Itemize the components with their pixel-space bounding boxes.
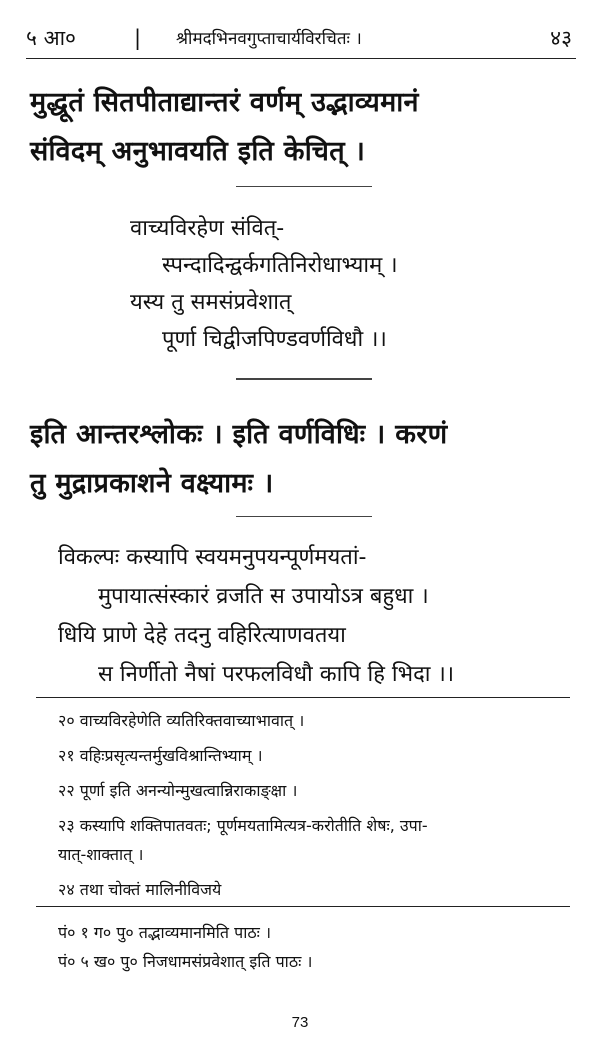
prose-line: मुद्धूतं सितपीताद्यान्तरं वर्णम् उद्भाव्यमानं [30,87,419,118]
verse-line: स्पन्दादिन्द्वर्कगतिनिरोधाभ्याम् । [162,253,398,278]
variant-line: पं० १ ग० पु० तद्भाव्यमानमिति पाठः । [58,923,272,942]
section-divider [236,378,372,380]
running-header [26,24,576,54]
verse-block-2 [58,538,454,694]
verse-line: मुपायात्संस्कारं व्रजति स उपायोऽत्र बहुधा । [98,584,429,609]
variants-rule [36,906,570,907]
chapter-marker: ५ आ० [26,26,76,50]
verse-line: विकल्पः कस्यापि स्वयमनुपयन्पूर्णमयतां- [58,545,367,570]
verse-block-1 [130,210,398,358]
header-separator: | [134,26,142,50]
section-divider [236,186,372,187]
verse-line: यस्य तु समसंप्रवेशात् [130,290,292,315]
prose-paragraph-2 [30,410,575,508]
prose-line: संविदम् अनुभावयति इति केचित् । [30,136,366,167]
prose-line: इति आन्तरश्लोकः । इति वर्णविधिः । करणं [30,419,448,450]
header-rule [26,58,576,59]
variant-readings [58,918,558,976]
header-page-number: ४३ [550,26,572,50]
page-number: 73 [291,1014,309,1031]
verse-line: स निर्णीतो नैषां परफलविधौ कापि हि भिदा ।। [98,662,455,687]
footnotes [58,706,558,910]
footnote-line: २४ तथा चोक्तं मालिनीविजये [58,880,222,899]
verse-line: वाच्यविरहेण संवित्- [130,216,285,241]
section-divider [236,516,372,517]
prose-paragraph-1 [30,78,575,176]
verse-line: धियि प्राणे देहे तदनु वहिरित्याणवतया [58,623,346,648]
verse-line: पूर्णा चिद्वीजपिण्डवर्णविधौ ।। [162,327,387,352]
footnote-item [58,875,558,904]
footnote-line: यात्-शाक्तात् । [58,845,144,864]
prose-line: तु मुद्राप्रकाशने वक्ष्यामः । [30,468,274,499]
variant-line: पं० ५ ख० पु० निजधामसंप्रवेशात् इति पाठः । [58,952,313,971]
footnote-item [58,776,558,805]
footnote-item [58,706,558,735]
footnote-line: २० वाच्यविरहेणेति व्यतिरिक्तवाच्याभावात् । [58,711,305,730]
footnote-item [58,741,558,770]
footnote-line: २३ कस्यापि शक्तिपातवतः; पूर्णमयतामित्यत्र-करोतीति शेषः, उपा- [58,816,428,835]
footnote-line: २२ पूर्णा इति अनन्योन्मुखत्वान्निराकाङ्क्षा । [58,781,298,800]
footnote-item [58,811,558,869]
running-title: श्रीमदभिनवगुप्ताचार्यविरचितः । [176,29,362,49]
footnote-line: २१ वहिःप्रसृत्यन्तर्मुखविश्रान्तिभ्याम् । [58,746,263,765]
footnote-rule [36,697,570,698]
